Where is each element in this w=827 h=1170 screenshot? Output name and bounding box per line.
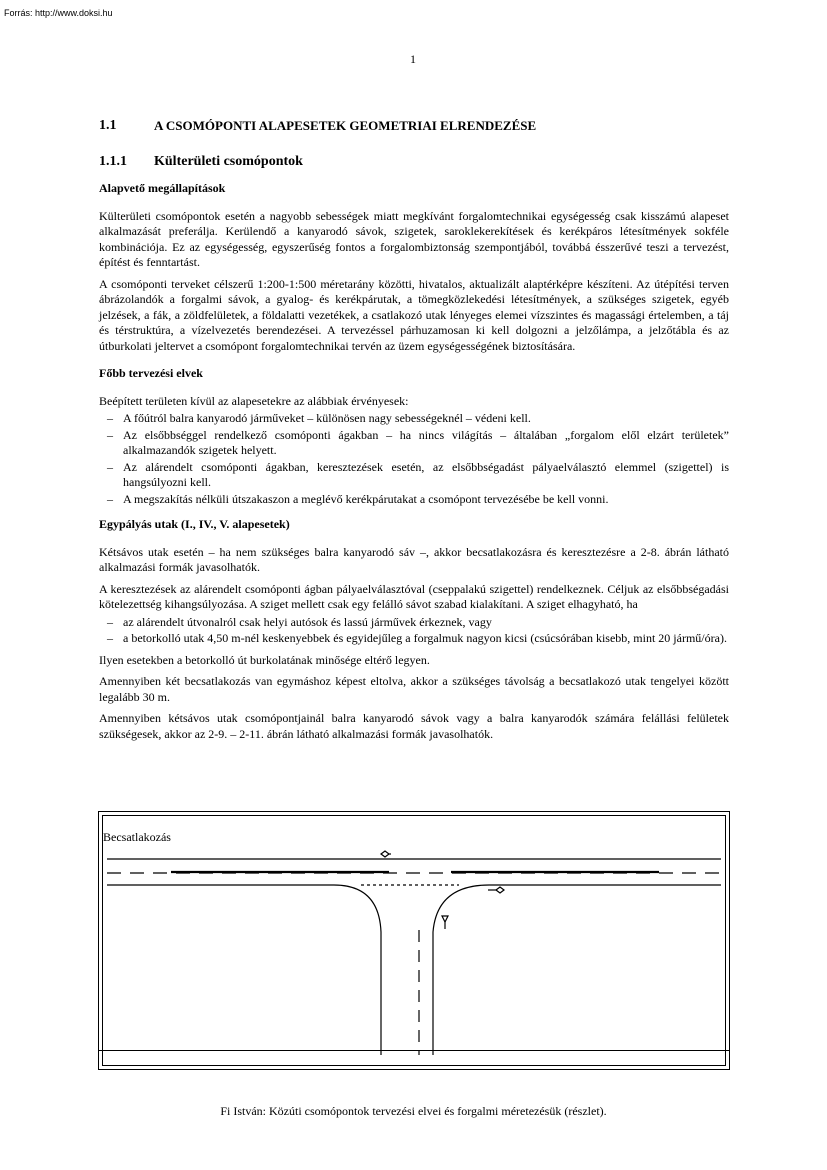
section-title: A CSOMÓPONTI ALAPESETEK GEOMETRIAI ELRENDEZÉSE (154, 118, 537, 133)
conditions-list (99, 615, 729, 647)
paragraph-3: Beépített területen kívül az alapesetekre az alábbiak érvényesek: (99, 393, 409, 408)
list-item: – A főútról balra kanyarodó járműveket – különösen nagy sebességeknél – védeni kell. (99, 411, 729, 427)
heading-alapveto: Alapvető megállapítások (99, 181, 226, 195)
give-way-sign-icon-right (496, 887, 504, 893)
side-road-left-curb (334, 885, 381, 1055)
paragraph-8: Amennyiben kétsávos utak csomópontjainál balra kanyarodó sávok vagy a balra kanyarodók számára felállási felületek szükségesek, akkor az 2-9. – 2-11. ábrán látható alkalmazási formák javasolhatók. (99, 711, 729, 741)
subsection-number: 1.1.1 (99, 153, 127, 169)
figure-label: Becsatlakozás (103, 830, 171, 844)
paragraph-4: Kétsávos utak esetén – ha nem szükséges balra kanyarodó sáv –, akkor becsatlakozásra és keresztezésre a 2-8. ábrán látható alkalmazási formák javasolhatók. (99, 544, 729, 574)
subsection-title: Külterületi csomópontok (154, 153, 303, 169)
list-item: – a betorkolló utak 4,50 m-nél keskenyebbek és egyidejűleg a forgalmuk nagyon kicsi (csúcsórában kisebb, mint 20 jármű/óra). (99, 631, 729, 647)
page-footer: Fi István: Közúti csomópontok tervezési elvei és forgalmi méretezésük (részlet). (220, 1104, 607, 1118)
source-note: Forrás: http://www.doksi.hu (4, 8, 113, 18)
list-item: – az alárendelt útvonalról csak helyi autósok és lassú járművek érkeznek, vagy (99, 615, 729, 631)
paragraph-5: A keresztezések az alárendelt csomóponti ágban pályaelválasztóval (cseppalakú szigettel) rendelkeznek. Céljuk az elsőbbségadási kötelezettség kihangsúlyozása. A sziget mellett csak egy felálló sávot szabad kialakítani. A sziget elhagyható, ha (99, 581, 729, 611)
yield-sign-icon (442, 916, 448, 922)
heading-egypalyas: Egypályás utak (I., IV., V. alapesetek) (99, 517, 290, 531)
junction-figure (98, 811, 730, 1070)
paragraph-1: Külterületi csomópontok esetén a nagyobb sebességek miatt megkívánt forgalomtechnikai egységesség csak kisszámú alapeset alkalmazását preferálja. Kerülendő a kanyarodó sávok, szigetek, saroklekerekítések és kerékpáros létesítmények sokféle kombinációja. Ez az egységesség, egyszerűség fontos a forgalombiztonság szempontjából, továbbá ésszerűvé teszi a tervezést, építést és fenntartást. (99, 208, 729, 269)
paragraph-2: A csomóponti terveket célszerű 1:200-1:500 méretarány közötti, hivatalos, aktualizált alaptérképre készíteni. Az útépítési terven ábrázolandók a forgalmi sávok, a gyalog- és kerékpárutak, a tömegközlekedési létesítmények, a szükséges szigetek, egyéb jelzések, a fák, a zöldfelületek, a földalatti vezetékek, a csatlakozó utak lényeges elemei vízszintes és magassági értelemben, a táj és térstruktúra, a vízelvezetés berendezései. A tervezéssel párhuzamosan ki kell dolgozni a jelzőlámpa, a jelzőtábla és az útburkolati jeltervet a csomópont forgalomtechnikai tervén az üzem egységességének biztosítására. (99, 276, 729, 353)
document-body (99, 118, 729, 748)
section-heading (99, 118, 729, 134)
list-item: – Az alárendelt csomóponti ágakban, keresztezések esetén, az elsőbbségadást pályaelválasztó elemmel (szigettel) is hangsúlyozni kell. (99, 460, 729, 491)
paragraph-7: Amennyiben két becsatlakozás van egymáshoz képest eltolva, akkor a szükséges távolság a becsatlakozó utak tengelyei között legalább 30 m. (99, 674, 729, 704)
principles-list (99, 411, 729, 507)
heading-fobb: Főbb tervezési elvek (99, 366, 203, 380)
list-item: – Az elsőbbséggel rendelkező csomóponti ágakban – ha nincs világítás – általában „forgalom elől elzárt területek” alkalmazandók szigetek helyett. (99, 428, 729, 459)
section-number: 1.1 (99, 118, 117, 133)
list-item: – A megszakítás nélküli útszakaszon a meglévő kerékpárutakat a csomópont tervezésébe be kell vonni. (99, 492, 729, 508)
side-road-right-curb (433, 885, 489, 1055)
priority-sign-icon (381, 851, 389, 857)
page-number: 1 (410, 52, 416, 66)
subsection-heading (99, 154, 729, 170)
junction-drawing (99, 812, 729, 1069)
paragraph-6: Ilyen esetekben a betorkolló út burkolatának minősége eltérő legyen. (99, 652, 430, 667)
